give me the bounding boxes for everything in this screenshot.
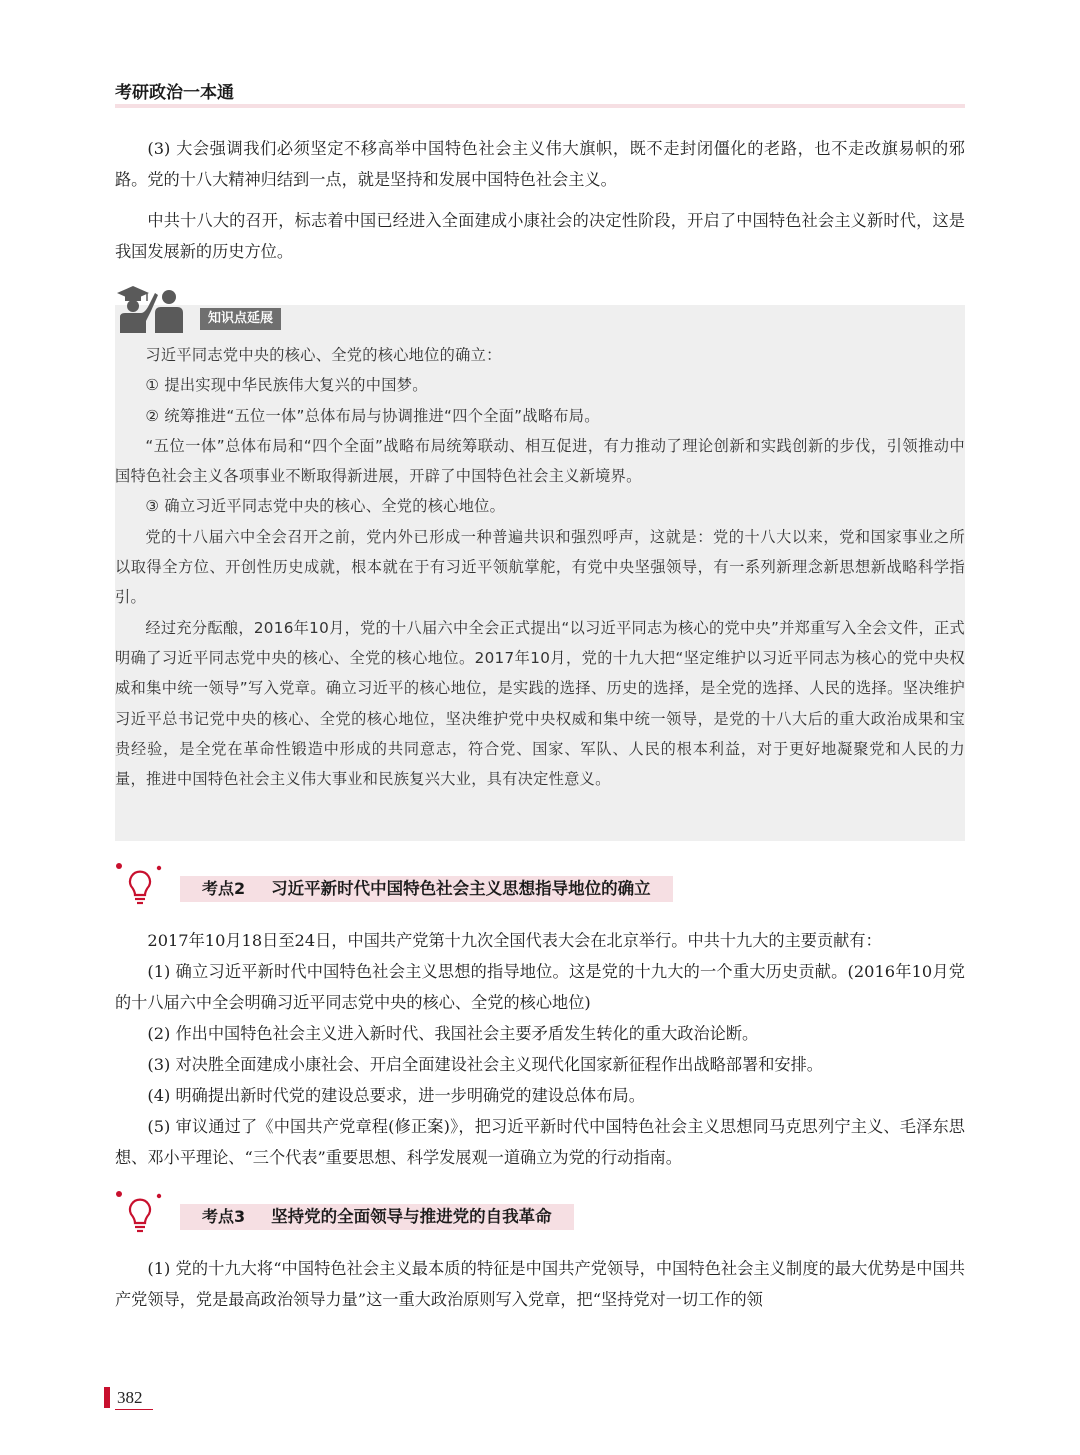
paragraph: (4) 明确提出新时代党的建设总要求，进一步明确党的建设总体布局。: [147, 1086, 645, 1105]
paragraph: 中共十八大的召开，标志着中国已经进入全面建成小康社会的决定性阶段，开启了中国特色社会主义新时代，这是我国发展新的历史方位。: [115, 211, 965, 261]
kaodian-title: 坚持党的全面领导与推进党的自我革命: [271, 1207, 552, 1226]
kaodian-2-body: [115, 925, 965, 1173]
paragraph: (5) 审议通过了《中国共产党章程(修正案)》，把习近平新时代中国特色社会主义思想同马克思列宁主义、毛泽东思想、邓小平理论、“三个代表”重要思想、科学发展观一道确立为党的行动指南。: [115, 1117, 965, 1167]
kaodian-number: 考点3: [202, 1207, 246, 1226]
page-number-text: 382: [117, 1388, 143, 1407]
kaodian-number: 考点2: [202, 879, 246, 898]
paragraph: (3) 对决胜全面建成小康社会、开启全面建设社会主义现代化国家新征程作出战略部署和安排。: [147, 1055, 823, 1074]
paragraph: 党的十八届六中全会召开之前，党内外已形成一种普遍共识和强烈呼声，这就是：党的十八大以来，党和国家事业之所以取得全方位、开创性历史成就，根本就在于有习近平领航掌舵，有党中央坚强领导，有一系列新理念新思想新战略科学指引。: [115, 527, 965, 607]
paragraph: (2) 作出中国特色社会主义进入新时代、我国社会主要矛盾发生转化的重大政治论断。: [147, 1024, 759, 1043]
page-number-underline: [115, 1409, 153, 1410]
paragraph: 习近平同志党中央的核心、全党的核心地位的确立：: [145, 346, 502, 364]
paragraph: (3) 大会强调我们必须坚定不移高举中国特色社会主义伟大旗帜，既不走封闭僵化的老路，也不走改旗易帜的邪路。党的十八大精神归结到一点，就是坚持和发展中国特色社会主义。: [115, 139, 965, 189]
lightbulb-icon: [115, 862, 165, 906]
paragraph: (1) 确立习近平新时代中国特色社会主义思想的指导地位。这是党的十九大的一个重大历史贡献。(2016年10月党的十八届六中全会明确习近平同志党中央的核心、全党的核心地位): [115, 962, 965, 1012]
paragraph: ② 统筹推进“五位一体”总体布局与协调推进“四个全面”战略布局。: [145, 406, 600, 425]
paragraph: “五位一体”总体布局和“四个全面”战略布局统筹联动、相互促进，有力推动了理论创新和实践创新的步伐，引领推动中国特色社会主义各项事业不断取得新进展，开辟了中国特色社会主义新境界。: [115, 436, 965, 486]
knowledge-extension-text: [115, 340, 965, 794]
kaodian-2-heading: [115, 862, 815, 906]
kaodian-title: 习近平新时代中国特色社会主义思想指导地位的确立: [271, 879, 651, 898]
kaodian-2-title-bar: [180, 876, 673, 902]
intro-section: [115, 133, 965, 267]
teacher-student-icon: [115, 275, 185, 333]
paragraph: 经过充分酝酿，2016年10月，党的十八届六中全会正式提出“以习近平同志为核心的党中央”并郑重写入全会文件，正式明确了习近平同志党中央的核心、全党的核心地位。2017年10月，党的十九大把“坚定维护以习近平同志为核心的党中央权威和集中统一领导”写入党章。确立习近平的核心地位，是实践的选择、历史的选择，是全党的选择、人民的选择。坚决维护习近平总书记党中央的核心、全党的核心地位，坚决维护党中央权威和集中统一领导，是党的十八大后的重大政治成果和宝贵经验，是全党在革命性锻造中形成的共同意志，符合党、国家、军队、人民的根本利益，对于更好地凝聚党和人民的力量，推进中国特色社会主义伟大事业和民族复兴大业，具有决定性意义。: [115, 618, 965, 789]
running-header: [115, 78, 965, 103]
paragraph: (1) 党的十九大将“中国特色社会主义最本质的特征是中国共产党领导，中国特色社会主义制度的最大优势是中国共产党领导，党是最高政治领导力量”这一重大政治原则写入党章，把“坚持党对一切工作的领: [115, 1259, 965, 1309]
kaodian-3-title-bar: [180, 1204, 574, 1230]
paragraph: 2017年10月18日至24日，中国共产党第十九次全国代表大会在北京举行。中共十九大的主要贡献有：: [147, 931, 882, 950]
kaodian-3-heading: [115, 1190, 815, 1234]
knowledge-extension-tag: 知识点延展: [200, 308, 281, 330]
paragraph: ③ 确立习近平同志党中央的核心、全党的核心地位。: [145, 497, 506, 516]
lightbulb-icon: [115, 1190, 165, 1234]
paragraph: ① 提出实现中华民族伟大复兴的中国梦。: [145, 376, 428, 395]
kaodian-3-body: [115, 1253, 965, 1315]
header-rule: [115, 104, 965, 108]
page-number-marker: [104, 1387, 110, 1408]
book-title: 考研政治一本通: [115, 83, 234, 103]
